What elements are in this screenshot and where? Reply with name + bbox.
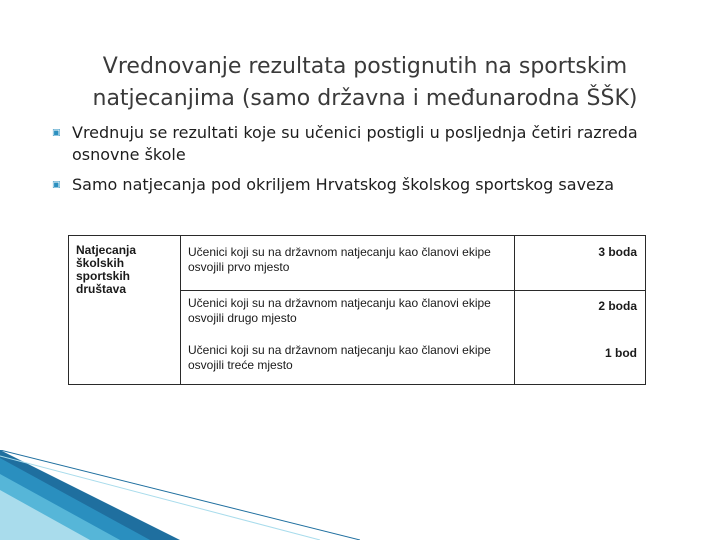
- table-row-points: 1 bod: [605, 346, 637, 360]
- bullet-item: [52, 122, 672, 166]
- table-row-description: Učenici koji su na državnom natjecanju kao članovi ekipe osvojili prvo mjesto: [181, 236, 515, 290]
- square-bullet-icon: ▣: [52, 128, 61, 138]
- table-row: [181, 236, 645, 291]
- table-row-group: [181, 291, 645, 384]
- square-bullet-icon: ▣: [52, 180, 61, 190]
- table-category-cell: [69, 236, 181, 384]
- table-row-points: 3 boda: [598, 245, 637, 259]
- slide-title: Vrednovanje rezultata postignutih na sportskim natjecanjima (samo državna i međunarodna ŠŠK): [92, 53, 638, 111]
- decorative-corner-stripes: [0, 450, 360, 540]
- bullet-text: Vrednuju se rezultati koje su učenici postigli u posljednja četiri razreda osnovne škole: [72, 123, 638, 164]
- table-row-description: Učenici koji su na državnom natjecanju kao članovi ekipe osvojili drugo mjesto: [188, 296, 491, 325]
- table-category-label: Natjecanja školskih sportskih društava: [76, 243, 137, 296]
- bullet-list: [52, 122, 672, 204]
- table-row-description: Učenici koji su na državnom natjecanju kao članovi ekipe osvojili treće mjesto: [188, 343, 491, 372]
- bullet-item: [52, 174, 672, 196]
- table-row-points: 2 boda: [598, 299, 637, 313]
- bullet-text: Samo natjecanja pod okriljem Hrvatskog školskog sportskog saveza: [72, 175, 615, 194]
- scoring-table: [68, 235, 646, 385]
